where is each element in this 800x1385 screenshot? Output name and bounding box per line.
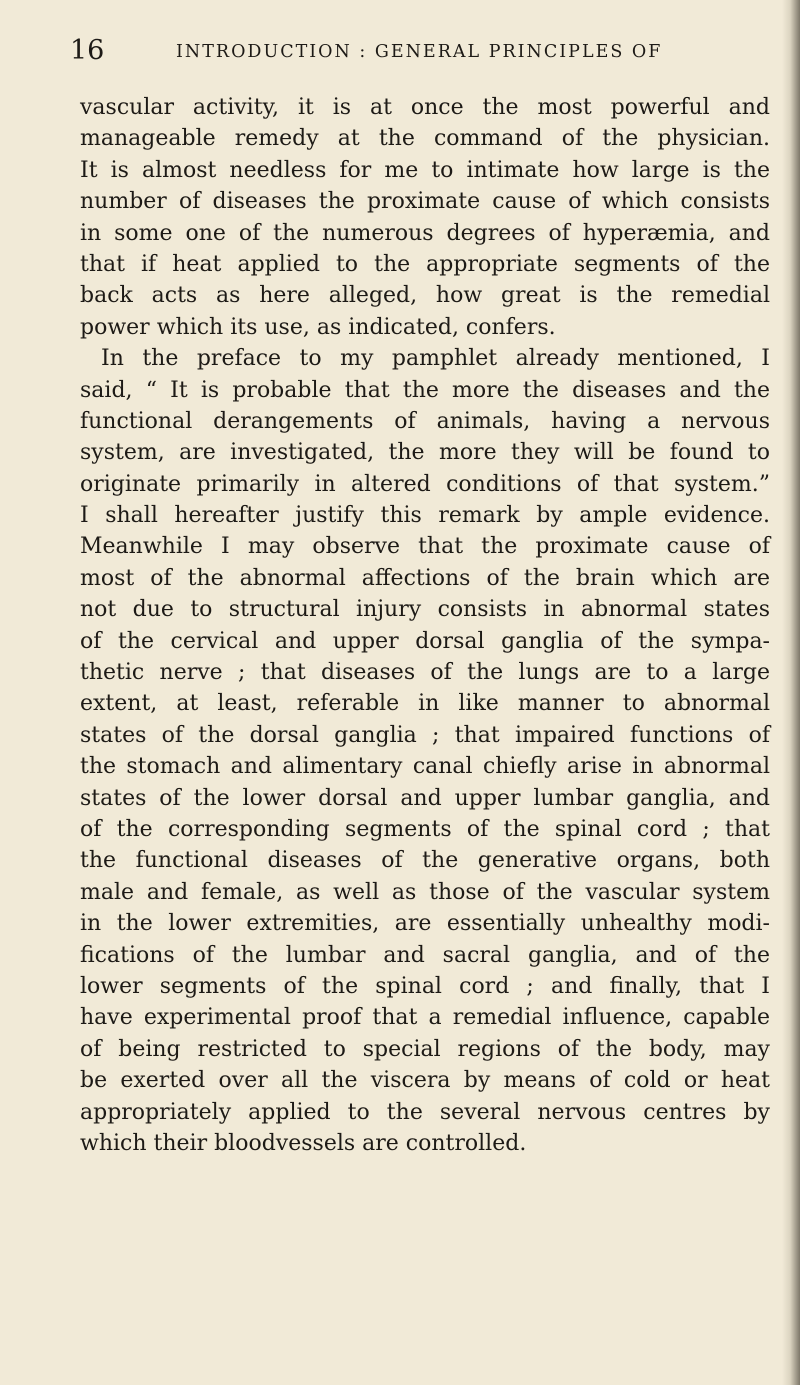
text-line: be exerted over all the viscera by means of cold or heat [80, 1068, 770, 1094]
text-line: back acts as here alleged, how great is the remedial [80, 283, 770, 309]
running-head-title: INTRODUCTION : GENERAL PRINCIPLES OF [176, 42, 663, 62]
text-line: have experimental proof that a remedial influence, capable [80, 1005, 770, 1031]
text-line: which their bloodvessels are controlled. [80, 1130, 527, 1156]
text-line: the stomach and alimentary canal chiefly arise in abnormal [80, 754, 770, 780]
text-line: states of the dorsal ganglia ; that impaired functions of [80, 722, 770, 748]
text-line: extent, at least, referable in like manner to abnormal [80, 691, 770, 717]
text-line: number of diseases the proximate cause of which consists [80, 189, 770, 215]
text-line: system, are investigated, the more they will be found to [80, 440, 770, 466]
text-line: states of the lower dorsal and upper lumbar ganglia, and [80, 785, 770, 811]
running-head [70, 36, 770, 66]
text-line: thetic nerve ; that diseases of the lungs are to a large [80, 660, 770, 686]
text-line: in some one of the numerous degrees of hyperæmia, and [80, 220, 770, 246]
text-line: power which its use, as indicated, confers. [80, 314, 556, 340]
text-line: that if heat applied to the appropriate segments of the [80, 251, 770, 277]
text-line: not due to structural injury consists in abnormal states [80, 597, 770, 623]
text-line: In the preface to my pamphlet already mentioned, I [101, 346, 770, 372]
text-line: functional derangements of animals, having a nervous [80, 408, 770, 434]
text-line: the functional diseases of the generative organs, both [80, 848, 770, 874]
text-line: lower segments of the spinal cord ; and finally, that I [80, 973, 770, 999]
text-line: originate primarily in altered conditions of that system.” [80, 471, 770, 497]
text-line: most of the abnormal affections of the brain which are [80, 565, 770, 591]
text-line: Meanwhile I may observe that the proximate cause of [80, 534, 770, 560]
page-number: 16 [70, 35, 105, 66]
text-line: in the lower extremities, are essentially unhealthy modi- [80, 911, 770, 937]
text-line: It is almost needless for me to intimate how large is the [80, 157, 770, 183]
text-line: fications of the lumbar and sacral ganglia, and of the [80, 942, 770, 968]
text-line: appropriately applied to the several nervous centres by [80, 1099, 770, 1125]
text-line: male and female, as well as those of the vascular system [80, 879, 770, 905]
text-line: of the corresponding segments of the spinal cord ; that [80, 816, 770, 842]
text-line: of being restricted to special regions of the body, may [80, 1036, 770, 1062]
text-line: said, “ It is probable that the more the diseases and the [80, 377, 770, 403]
text-line: vascular activity, it is at once the most powerful and [80, 95, 770, 120]
page-edge-shadow [782, 0, 800, 1385]
text-line: I shall hereafter justify this remark by ample evidence. [80, 503, 770, 529]
text-line: manageable remedy at the command of the physician. [80, 126, 770, 152]
text-line: of the cervical and upper dorsal ganglia of the sympa- [80, 628, 770, 654]
body-text [80, 92, 770, 1159]
